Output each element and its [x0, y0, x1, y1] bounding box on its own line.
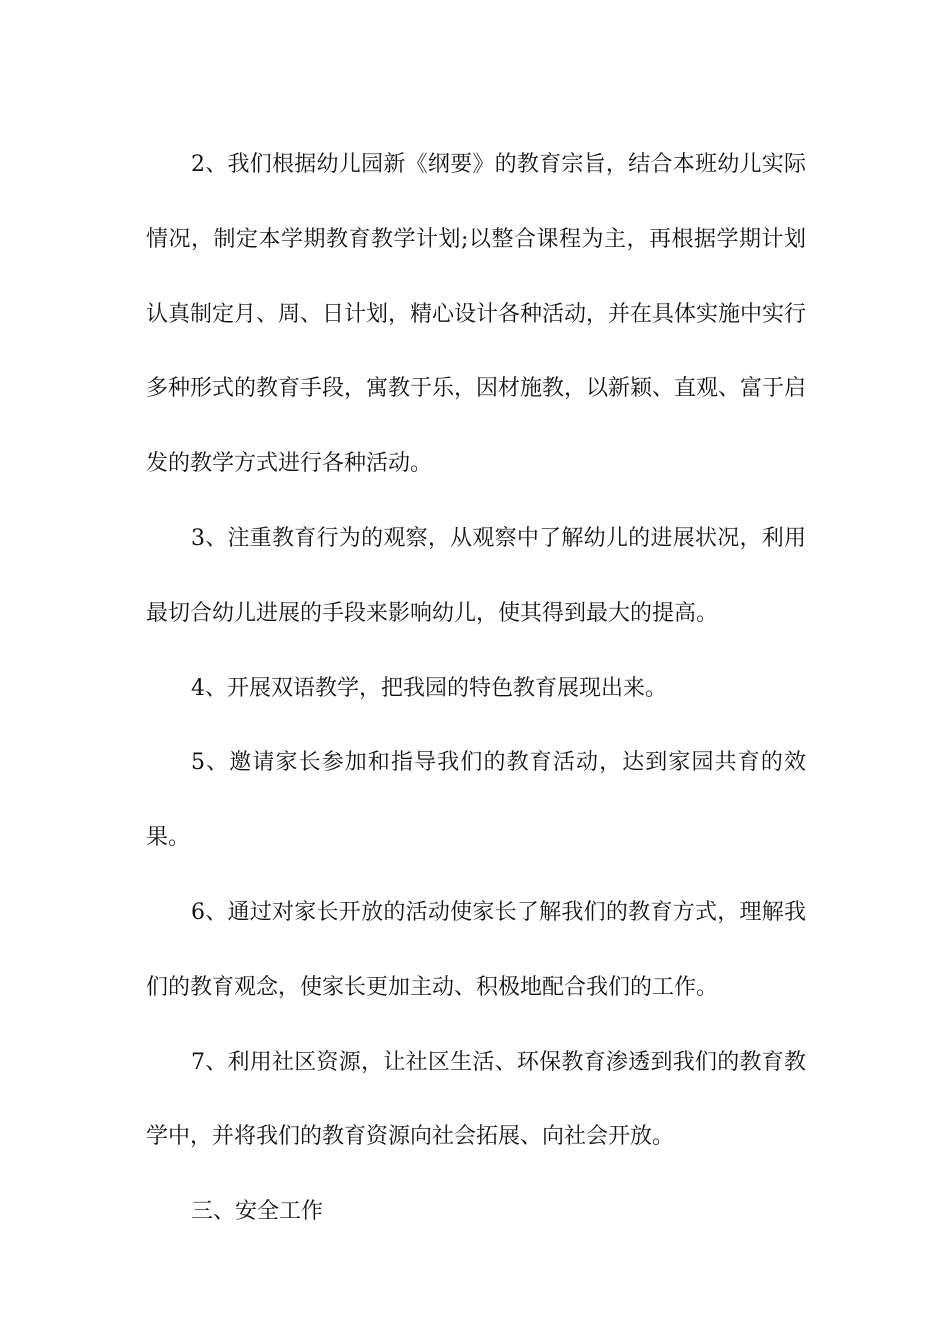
paragraph-item-2: 2、我们根据幼儿园新《纲要》的教育宗旨，结合本班幼儿实际情况，制定本学期教育教学计划;以整合课程为主，再根据学期计划认真制定月、周、日计划，精心设计各种活动，并在具体实施中实行多种形式的教育手段，寓教于乐，因材施教，以新颖、直观、富于启发的教学方式进行各种活动。	[146, 152, 807, 477]
paragraph-item-3: 3、注重教育行为的观察，从观察中了解幼儿的进展状况，利用最切合幼儿进展的手段来影响幼儿，使其得到最大的提高。	[146, 525, 806, 626]
paragraph-item-6: 6、通过对家长开放的活动使家长了解我们的教育方式，理解我们的教育观念，使家长更加主动、积极地配合我们的工作。	[146, 899, 806, 1000]
paragraph-item-7: 7、利用社区资源，让社区生活、环保教育渗透到我们的教育教学中，并将我们的教育资源向社会拓展、向社会开放。	[146, 1049, 806, 1150]
section-heading-safety: 三、安全工作	[191, 1199, 324, 1225]
paragraph-item-5: 5、邀请家长参加和指导我们的教育活动，达到家园共育的效果。	[146, 750, 806, 851]
document-body	[146, 128, 806, 1250]
paragraph-item-4: 4、开展双语教学，把我园的特色教育展现出来。	[191, 675, 667, 701]
